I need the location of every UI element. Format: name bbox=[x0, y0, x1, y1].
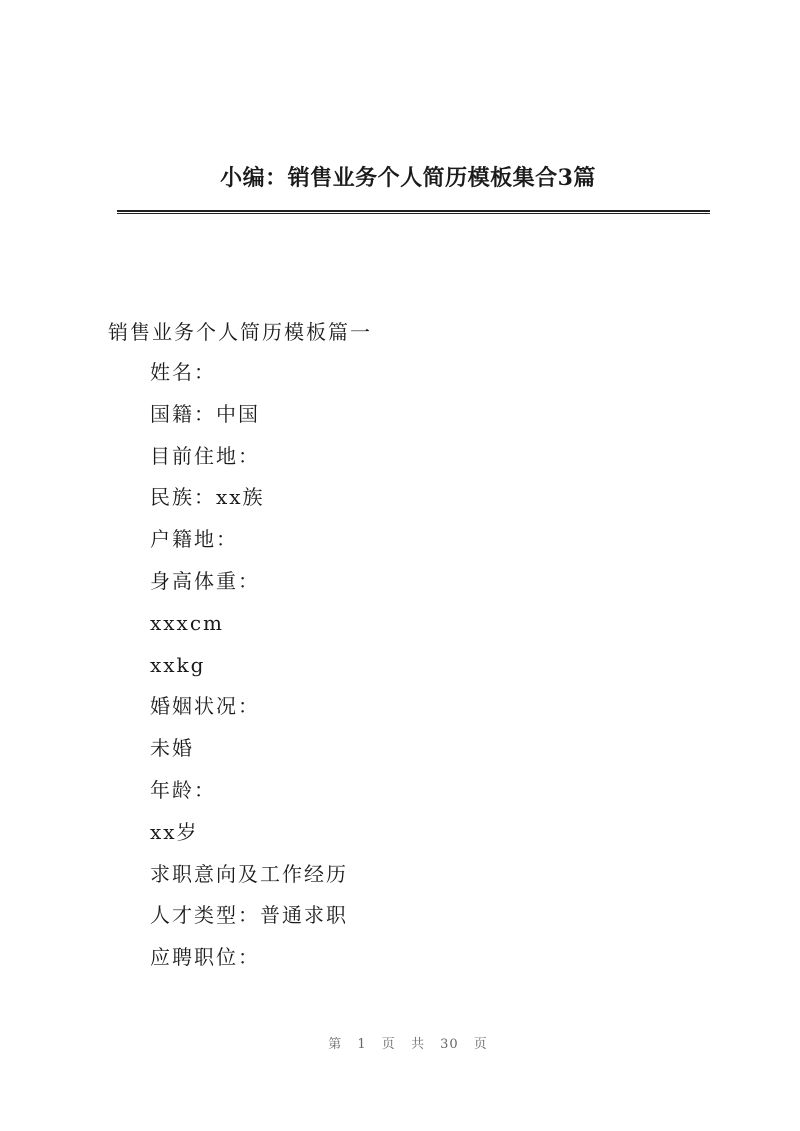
text-line: 姓名： bbox=[150, 360, 216, 384]
text-line: 国籍：中国 bbox=[150, 401, 260, 426]
text-line: xxkg bbox=[150, 652, 206, 677]
page-footer bbox=[0, 1033, 800, 1052]
text-line: 人才类型：普通求职 bbox=[150, 903, 348, 928]
resume-fields bbox=[150, 358, 348, 985]
footer-label-ye: 页 bbox=[381, 1037, 396, 1052]
text-line: 应聘职位： bbox=[150, 945, 260, 970]
text-line: 户籍地： bbox=[150, 527, 238, 552]
text-line: 求职意向及工作经历 bbox=[150, 861, 348, 886]
text-line: 民族：xx族 bbox=[150, 485, 265, 510]
text-line: xx岁 bbox=[150, 819, 199, 844]
text-line: 婚姻状况： bbox=[150, 694, 260, 719]
text-line: 目前住地： bbox=[150, 443, 260, 468]
footer-label-di: 第 bbox=[328, 1037, 343, 1052]
footer-total-pages: 30 bbox=[440, 1037, 459, 1052]
footer-current-page: 1 bbox=[357, 1037, 367, 1052]
text-line: 身高体重： bbox=[150, 568, 260, 593]
text-line: xxxcm bbox=[150, 610, 225, 635]
text-line: 年龄： bbox=[150, 777, 216, 802]
section-heading: 销售业务个人简历模板篇一 bbox=[108, 320, 372, 344]
document-title: 小编：销售业务个人简历模板集合3篇 bbox=[220, 165, 596, 191]
text-line: 未婚 bbox=[150, 736, 194, 761]
footer-label-ye2: 页 bbox=[473, 1037, 488, 1052]
footer-label-gong: 共 bbox=[410, 1037, 425, 1052]
title-divider bbox=[117, 210, 710, 214]
